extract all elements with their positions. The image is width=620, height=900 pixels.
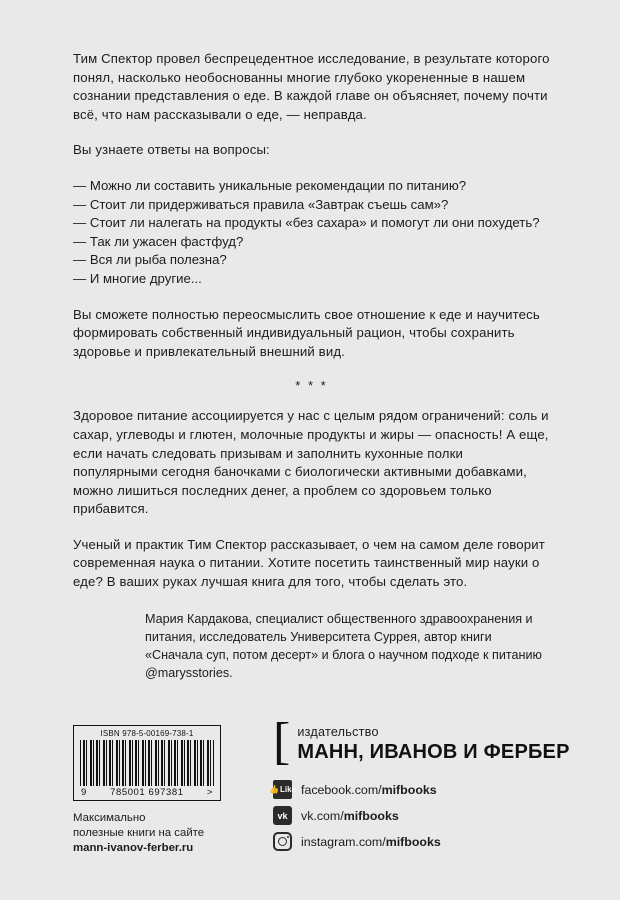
barcode-bars: [80, 740, 214, 786]
facebook-icon-label: Like: [279, 785, 296, 794]
vk-link-label: vk.com/mifbooks: [301, 808, 399, 823]
promise-paragraph: Вы сможете полностью переосмыслить свое отношение к еде и научитесь формировать собственный индивидуальный рацион, чтобы сохранить здоровье и привлекательный внешний вид.: [73, 306, 540, 359]
barcode-digits: [80, 787, 214, 798]
intro-paragraph: Тим Спектор провел беспрецедентное исследование, в результате которого понял, насколько необоснованны многие глубоко укорененные в нашем сознании представления о еде. В каждой главе он объясняет, почему почти всё, что нам рассказывали о еде, — неправда.: [73, 51, 550, 122]
publisher-name: МАНН, ИВАНОВ И ФЕРБЕР: [297, 741, 570, 763]
social-links: [269, 780, 580, 851]
review-paragraph-2: Ученый и практик Тим Спектор рассказывает, о чем на самом деле говорит современная наука о питании. Хотите посетить таинственный мир науки о еде? В ваших руках лучшая книга для того, чтобы сделать это.: [73, 536, 545, 590]
list-item: — Так ли ужасен фастфуд?: [73, 233, 244, 249]
instagram-icon: [273, 832, 292, 851]
publisher-website[interactable]: mann-ivanov-ferber.ru: [73, 842, 194, 854]
section-divider: * * *: [295, 378, 328, 394]
isbn-block: [73, 725, 231, 856]
facebook-link-label: facebook.com/mifbooks: [301, 782, 437, 797]
list-item: — И многие другие...: [73, 270, 202, 286]
barcode-digit-right: >: [206, 787, 213, 798]
publisher-label: издательство: [297, 725, 379, 739]
questions-list: [73, 177, 550, 289]
tagline: [73, 811, 231, 856]
tagline-line-2: полезные книги на сайте: [73, 827, 205, 839]
footer-block: [73, 713, 580, 858]
publisher-block: [269, 713, 580, 858]
publisher-logo: [273, 713, 580, 770]
list-item: — Вся ли рыба полезна?: [73, 252, 227, 268]
facebook-icon: 👍 Like: [273, 780, 292, 799]
social-link-instagram[interactable]: [273, 832, 580, 851]
vk-icon-label: vk: [277, 810, 288, 821]
barcode: [73, 725, 221, 801]
social-link-facebook[interactable]: [269, 780, 580, 799]
list-item: — Можно ли составить уникальные рекомендации по питанию?: [73, 177, 467, 193]
vk-icon: [273, 806, 292, 825]
isbn-label: ISBN 978-5-00169-738-1: [100, 729, 194, 738]
list-item: — Стоит ли налегать на продукты «без сахара» и помогут ли они похудеть?: [73, 215, 540, 231]
list-item: — Стоит ли придерживаться правила «Завтрак съешь сам»?: [73, 196, 449, 212]
reviewer-credit: Мария Кардакова, специалист общественного здравоохранения и питания, исследователь Университета Суррея, автор книги «Сначала суп, потом десерт» и блога о научном подходе к питанию @marysstories.: [145, 611, 542, 681]
barcode-digit-main: 785001 697381: [110, 787, 184, 798]
tagline-line-1: Максимально: [73, 812, 146, 824]
questions-lead: Вы узнаете ответы на вопросы:: [73, 142, 270, 158]
barcode-digit-left: 9: [81, 787, 87, 798]
review-paragraph-1: Здоровое питание ассоциируется у нас с целым рядом ограничений: соль и сахар, углеводы и глютен, молочные продукты и жиры — опасность! А еще, если начать следовать призывам и заполнить кухонные полки популярными сегодня баночками с биологически активными добавками, можно лишиться последних денег, а проблем со здоровьем только прибавится.: [73, 408, 549, 517]
bracket-icon: [: [273, 713, 291, 770]
social-link-vk[interactable]: [273, 806, 580, 825]
instagram-link-label: instagram.com/mifbooks: [301, 834, 441, 849]
